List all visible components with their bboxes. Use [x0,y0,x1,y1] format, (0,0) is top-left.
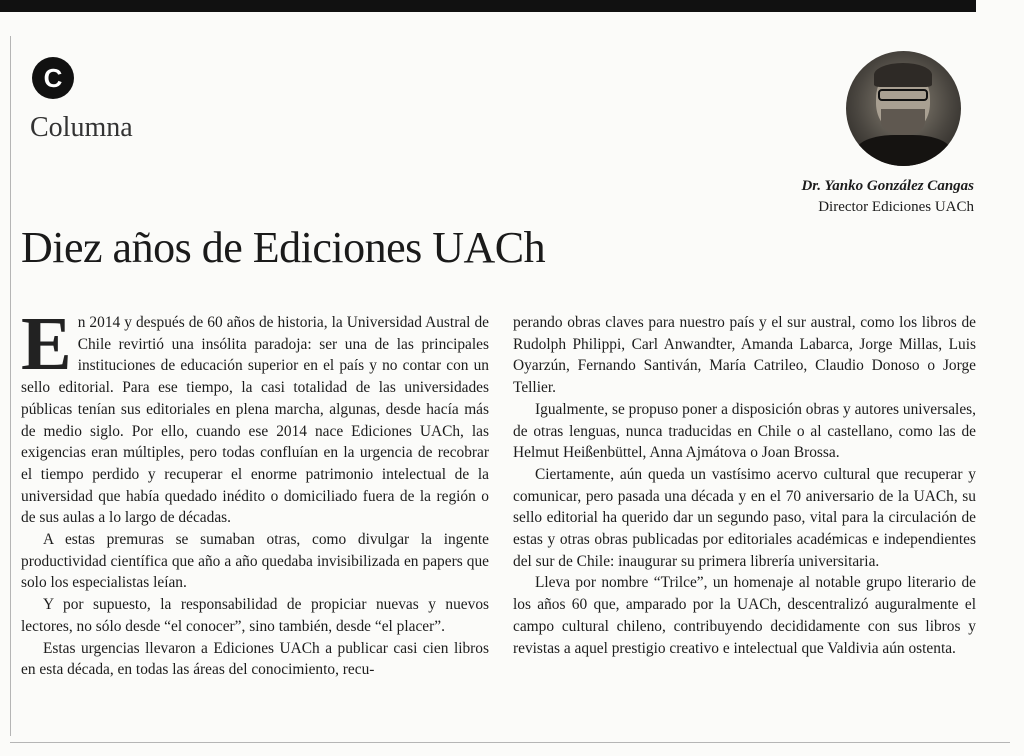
paragraph-1 [21,302,489,529]
paragraph-4-end: perando obras claves para nuestro país y el sur austral, como los libros de Rudolph Philippi, Carl Anwandter, Amanda Labarca, Jorge Millas, Luis Oyarzún, Fernando Santiván, María Catrileo, Claudio Donoso o Jorge Tellier. [513,314,976,397]
byline [801,176,974,218]
paragraph-3: Y por supuesto, la responsabilidad de propiciar nuevas y nuevos lectores, no sólo desde “el conocer”, sino también, desde “el placer”. [21,596,489,635]
article-column-right [513,312,976,659]
left-rule [10,36,11,736]
author-name: Dr. Yanko González Cangas [801,178,974,194]
headline: Diez años de Ediciones UACh [21,223,546,272]
top-rule [0,0,976,12]
paragraph-5: Igualmente, se propuso poner a disposición obras y autores universales, de otras lenguas, nunca traducidas en Chile o al castellano, como las de Helmut Heißenbüttel, Anna Ajmátova o Joan Brossa. [513,400,976,462]
author-role: Director Ediciones UACh [818,199,974,215]
column-badge-icon: C [32,57,74,99]
drop-cap: E [21,302,72,386]
paragraph-4-start: Estas urgencias llevaron a Ediciones UACh a publicar casi cien libros en esta década, en todas las áreas del conocimiento, recu- [21,639,489,679]
paragraph-2: A estas premuras se sumaban otras, como divulgar la ingente productividad científica que año a año quedaba invisibilizada en papers que solo los especialistas leían. [21,531,489,592]
paragraph-1-text: n 2014 y después de 60 años de historia, la Universidad Austral de Chile revirtió una insólita paradoja: ser una de las principales instituciones de educación superior en el país y no contar con un sello editorial. Para ese tiempo, la casi totalidad de las universidades públicas tenían sus editoriales en plena marcha, algunas, desde hacía más de medio siglo. Por ello, cuando ese 2014 nace Ediciones UACh, las exigencias eran múltiples, pero todas confluían en la urgencia de recobrar el tiempo perdido y recuperar el enorme patrimonio intelectual de la universidad que había quedado inédito o domiciliado fuera de la región o de sus aulas a lo largo de décadas. [21,314,489,527]
author-photo [846,51,961,166]
paragraph-6: Ciertamente, aún queda un vastísimo acervo cultural que recuperar y comunicar, pero pasada una década y en el 70 aniversario de la UACh, su sello editorial ha querido dar un segundo paso, vital para la circulación de estas y otras obras publicadas por editoriales académicas e independientes del sur de Chile: inaugurar su primera librería universitaria. [513,465,976,570]
bottom-rule [10,742,1010,743]
section-label: Columna [30,112,133,143]
paragraph-7: Lleva por nombre “Trilce”, un homenaje al notable grupo literario de los años 60 que, amparado por la UACh, descentralizó auguralmente el campo cultural chileno, contribuyendo decididamente con sus libros y revistas a aquel prestigio creativo e intelectual que Valdivia aún ostenta. [513,574,976,657]
article-column-left [21,302,489,681]
